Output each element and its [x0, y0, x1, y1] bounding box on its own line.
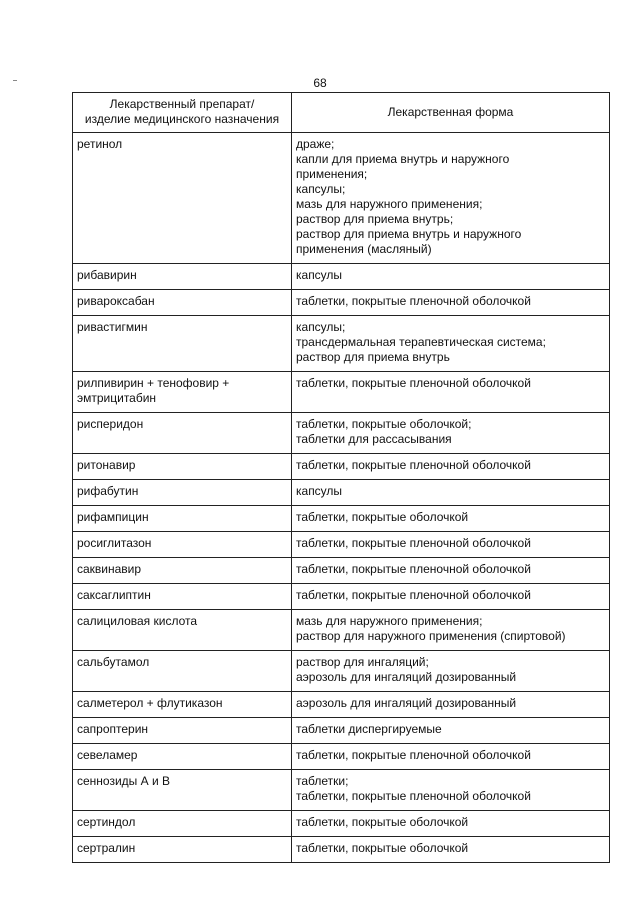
table-body	[73, 133, 610, 863]
drug-name-cell: саксаглиптин	[73, 584, 292, 610]
drug-name-cell: салициловая кислота	[73, 610, 292, 651]
header-form: Лекарственная форма	[292, 93, 610, 133]
dosage-form-cell: таблетки, покрытые пленочной оболочкой	[292, 532, 610, 558]
table-row	[73, 610, 610, 651]
dosage-form-cell: таблетки, покрытые оболочкой; таблетки для рассасывания	[292, 413, 610, 454]
drug-name-cell: ретинол	[73, 133, 292, 264]
table-row	[73, 651, 610, 692]
drug-name-cell: рифампицин	[73, 506, 292, 532]
dosage-form-cell: аэрозоль для ингаляций дозированный	[292, 692, 610, 718]
dosage-form-cell: таблетки, покрытые пленочной оболочкой	[292, 290, 610, 316]
dosage-form-cell: таблетки, покрытые оболочкой	[292, 837, 610, 863]
table-row	[73, 133, 610, 264]
dosage-form-cell: таблетки диспергируемые	[292, 718, 610, 744]
dosage-form-cell: капсулы	[292, 480, 610, 506]
drug-name-cell: рилпивирин + тенофовир + эмтрицитабин	[73, 372, 292, 413]
table-row	[73, 413, 610, 454]
table-row	[73, 692, 610, 718]
table-row	[73, 290, 610, 316]
drug-name-cell: саквинавир	[73, 558, 292, 584]
drug-name-cell: севеламер	[73, 744, 292, 770]
drug-name-cell: сальбутамол	[73, 651, 292, 692]
table-header-row	[73, 93, 610, 133]
drug-name-cell: сеннозиды А и В	[73, 770, 292, 811]
drug-table	[72, 92, 610, 863]
table-row	[73, 454, 610, 480]
dosage-form-cell: таблетки, покрытые пленочной оболочкой	[292, 744, 610, 770]
drug-name-cell: ритонавир	[73, 454, 292, 480]
table-row	[73, 744, 610, 770]
dosage-form-cell: раствор для ингаляций; аэрозоль для ингаляций дозированный	[292, 651, 610, 692]
table-row	[73, 480, 610, 506]
drug-name-cell: салметерол + флутиказон	[73, 692, 292, 718]
drug-name-cell: сапроптерин	[73, 718, 292, 744]
drug-name-cell: рифабутин	[73, 480, 292, 506]
drug-name-cell: сертралин	[73, 837, 292, 863]
header-drug: Лекарственный препарат/ изделие медицинского назначения	[73, 93, 292, 133]
dosage-form-cell: таблетки, покрытые пленочной оболочкой	[292, 372, 610, 413]
table-row	[73, 837, 610, 863]
table-row	[73, 584, 610, 610]
drug-name-cell: рисперидон	[73, 413, 292, 454]
dosage-form-cell: мазь для наружного применения; раствор для наружного применения (спиртовой)	[292, 610, 610, 651]
table-row	[73, 506, 610, 532]
page-number: 68	[313, 76, 327, 90]
dosage-form-cell: таблетки, покрытые пленочной оболочкой	[292, 558, 610, 584]
table-row	[73, 372, 610, 413]
table-row	[73, 316, 610, 372]
dosage-form-cell: таблетки, покрытые оболочкой	[292, 811, 610, 837]
drug-name-cell: рибавирин	[73, 264, 292, 290]
table-row	[73, 532, 610, 558]
dosage-form-cell: капсулы; трансдермальная терапевтическая система; раствор для приема внутрь	[292, 316, 610, 372]
dosage-form-cell: таблетки, покрытые пленочной оболочкой	[292, 454, 610, 480]
drug-name-cell: ривастигмин	[73, 316, 292, 372]
drug-name-cell: сертиндол	[73, 811, 292, 837]
drug-name-cell: ривароксабан	[73, 290, 292, 316]
dosage-form-cell: капсулы	[292, 264, 610, 290]
dosage-form-cell: драже; капли для приема внутрь и наружного применения; капсулы; мазь для наружного применения; раствор для приема внутрь; раствор для приема внутрь и наружного применения (масляный)	[292, 133, 610, 264]
table-row	[73, 811, 610, 837]
table-row	[73, 558, 610, 584]
table-row	[73, 264, 610, 290]
table-row	[73, 770, 610, 811]
drug-name-cell: росиглитазон	[73, 532, 292, 558]
dosage-form-cell: таблетки; таблетки, покрытые пленочной оболочкой	[292, 770, 610, 811]
dosage-form-cell: таблетки, покрытые пленочной оболочкой	[292, 584, 610, 610]
scan-mark	[13, 80, 17, 81]
dosage-form-cell: таблетки, покрытые оболочкой	[292, 506, 610, 532]
table-row	[73, 718, 610, 744]
